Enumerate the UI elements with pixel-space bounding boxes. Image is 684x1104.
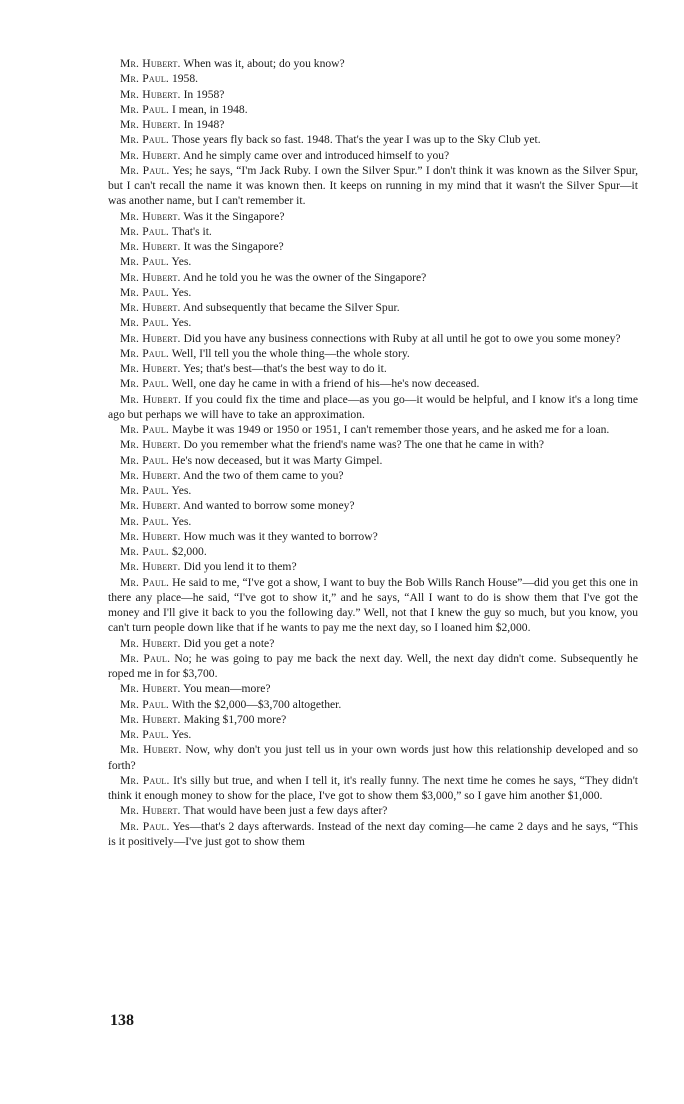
transcript-line <box>108 87 638 102</box>
transcript-line <box>108 163 638 209</box>
speaker-label: Mr. Hubert. <box>120 499 181 513</box>
speaker-label: Mr. Hubert. <box>120 636 181 650</box>
transcript-line <box>108 819 638 850</box>
speaker-label: Mr. Paul. <box>120 484 170 497</box>
speaker-label: Mr. Paul. <box>120 773 170 787</box>
transcript-line <box>108 681 638 696</box>
page-number: 138 <box>110 1012 134 1029</box>
transcript-line <box>108 727 638 742</box>
transcript-line <box>108 56 638 71</box>
speech-text: It was the Singapore? <box>183 240 284 253</box>
transcript-line <box>108 376 638 391</box>
speech-text: Maybe it was 1949 or 1950 or 1951, I can't remember those years, and he asked me for a loan. <box>171 423 610 436</box>
speaker-label: Mr. Paul. <box>120 133 170 147</box>
speech-text: Well, one day he came in with a friend of his—he's now deceased. <box>171 377 480 391</box>
speech-text: It's silly but true, and when I tell it, it's really funny. The next time he comes he says, “They didn't think it enough money to show for the place, I've got to show them $3,000,” so I gave him another $1,000. <box>108 773 639 802</box>
transcript-line <box>108 392 638 423</box>
transcript-line <box>108 209 638 224</box>
transcript-line <box>108 803 638 818</box>
transcript-line <box>108 422 638 437</box>
speech-text: How much was it they wanted to borrow? <box>183 529 378 543</box>
speech-text: If you could fix the time and place—as you go—it would be helpful, and I know it's a long time ago but perhaps we will have to take an approximation. <box>108 392 638 421</box>
speech-text: He's now deceased, but it was Marty Gimpel. <box>171 453 383 467</box>
speaker-label: Mr. Hubert. <box>120 682 181 696</box>
transcript-line <box>108 315 638 330</box>
speech-text: And subsequently that became the Silver Spur. <box>182 301 400 314</box>
speech-text: He said to me, “I've got a show, I want to buy the Bob Wills Ranch House”—did you get this one in there any place—he said, “I've got to show it,” and he says, “All I want to do is show them that I've got the money and I'll give it back to you the following day.” Well, not that I knew the guy so much, but you know, you can't turn people down like that if he wants to pay me the next day, so I loaned him $2,000. <box>108 575 638 635</box>
transcript-line <box>108 544 638 559</box>
transcript-line <box>108 453 638 468</box>
speech-text: Yes. <box>171 514 192 528</box>
speaker-label: Mr. Paul. <box>120 453 170 467</box>
speaker-label: Mr. Hubert. <box>120 240 181 253</box>
speech-text: Well, I'll tell you the whole thing—the whole story. <box>171 346 410 360</box>
transcript-line <box>108 697 638 712</box>
transcript-line <box>108 346 638 361</box>
transcript-line <box>108 514 638 529</box>
speech-text: With the $2,000—$3,700 altogether. <box>171 697 342 711</box>
speech-text: When was it, about; do you know? <box>183 57 345 70</box>
transcript-line <box>108 224 638 239</box>
transcript-line <box>108 468 638 483</box>
transcript-list <box>108 56 638 849</box>
speech-text: That would have been just a few days after? <box>183 804 388 818</box>
speaker-label: Mr. Paul. <box>120 545 170 558</box>
speaker-label: Mr. Paul. <box>120 697 170 711</box>
speech-text: And the two of them came to you? <box>182 468 344 482</box>
speaker-label: Mr. Paul. <box>120 285 170 299</box>
speech-text: I mean, in 1948. <box>171 102 248 116</box>
speech-text: 1958. <box>171 72 199 86</box>
speech-text: And he simply came over and introduced himself to you? <box>182 148 450 162</box>
speaker-label: Mr. Hubert. <box>120 118 181 131</box>
speech-text: Yes; that's best—that's the best way to do it. <box>183 362 387 375</box>
speech-text: Did you lend it to them? <box>183 560 297 574</box>
speaker-label: Mr. Paul. <box>120 514 170 528</box>
transcript-line <box>108 437 638 452</box>
transcript-line <box>108 361 638 376</box>
speech-text: In 1958? <box>183 87 225 101</box>
speech-text: Do you remember what the friend's name was? The one that he came in with? <box>183 438 545 452</box>
speaker-label: Mr. Hubert. <box>120 301 181 314</box>
speaker-label: Mr. Hubert. <box>120 438 181 452</box>
transcript-line <box>108 117 638 132</box>
speaker-label: Mr. Hubert. <box>120 529 181 543</box>
speaker-label: Mr. Hubert. <box>120 148 181 162</box>
transcript-line <box>108 712 638 727</box>
speaker-label: Mr. Paul. <box>120 346 170 360</box>
speaker-label: Mr. Paul. <box>120 316 170 330</box>
speech-text: In 1948? <box>183 118 225 131</box>
speech-text: Yes. <box>171 255 192 269</box>
speaker-label: Mr. Paul. <box>120 819 170 833</box>
transcript-line <box>108 651 638 682</box>
speaker-label: Mr. Paul. <box>120 255 170 269</box>
transcript-line <box>108 239 638 254</box>
transcript-line <box>108 331 638 346</box>
speaker-label: Mr. Hubert. <box>120 468 181 482</box>
speaker-label: Mr. Paul. <box>120 651 171 665</box>
transcript-line <box>108 559 638 574</box>
speech-text: Did you have any business connections with Ruby at all until he got to owe you some money? <box>183 331 621 345</box>
speech-text: That's it. <box>171 224 212 238</box>
speech-text: Yes. <box>171 484 192 497</box>
speaker-label: Mr. Hubert. <box>120 362 181 375</box>
speaker-label: Mr. Paul. <box>120 72 170 86</box>
transcript-line <box>108 300 638 315</box>
transcript-line <box>108 254 638 269</box>
speech-text: Yes. <box>171 285 192 299</box>
speech-text: And wanted to borrow some money? <box>182 499 355 513</box>
speech-text: Was it the Singapore? <box>183 209 285 223</box>
speech-text: You mean—more? <box>183 682 271 696</box>
transcript-line <box>108 270 638 285</box>
transcript-line <box>108 483 638 498</box>
speech-text: Making $1,700 more? <box>183 712 287 726</box>
transcript-line <box>108 102 638 117</box>
speech-text: Yes. <box>171 728 192 741</box>
speaker-label: Mr. Hubert. <box>120 560 181 574</box>
speech-text: Yes. <box>171 316 192 330</box>
speaker-label: Mr. Paul. <box>120 728 170 741</box>
transcript-line <box>108 285 638 300</box>
speaker-label: Mr. Hubert. <box>120 331 181 345</box>
speech-text: Now, why don't you just tell us in your own words just how this relationship developed and so forth? <box>108 743 639 772</box>
speech-text: Did you get a note? <box>183 636 275 650</box>
speech-text: And he told you he was the owner of the Singapore? <box>182 270 427 284</box>
transcript-line <box>108 575 638 636</box>
speech-text: Yes; he says, “I'm Jack Ruby. I own the Silver Spur.” I don't think it was known as the Silver Spur, but I can't recall the name it was known then. It keeps on running in my mind that it wasn't the Silver Spur—it was another name, but I can't remember it. <box>108 163 639 208</box>
speaker-label: Mr. Paul. <box>120 224 170 238</box>
transcript-line <box>108 529 638 544</box>
speaker-label: Mr. Paul. <box>120 575 170 589</box>
transcript-line <box>108 71 638 86</box>
speaker-label: Mr. Hubert. <box>120 87 181 101</box>
speaker-label: Mr. Hubert. <box>120 712 181 726</box>
speaker-label: Mr. Hubert. <box>120 392 182 406</box>
transcript-line <box>108 742 638 773</box>
speech-text: $2,000. <box>171 545 207 558</box>
transcript-line <box>108 636 638 651</box>
speaker-label: Mr. Hubert. <box>120 209 181 223</box>
speaker-label: Mr. Hubert. <box>120 804 181 818</box>
speech-text: Those years fly back so fast. 1948. That's the year I was up to the Sky Club yet. <box>171 133 541 147</box>
transcript-line <box>108 132 638 147</box>
transcript-body <box>108 56 638 849</box>
transcript-line <box>108 498 638 513</box>
speaker-label: Mr. Paul. <box>120 102 170 116</box>
speaker-label: Mr. Paul. <box>120 377 170 391</box>
speaker-label: Mr. Paul. <box>120 423 170 436</box>
speech-text: No; he was going to pay me back the next day. Well, the next day didn't come. Subsequently he roped me in for $3,700. <box>108 651 639 680</box>
transcript-line <box>108 148 638 163</box>
transcript-line <box>108 773 638 804</box>
speech-text: Yes—that's 2 days afterwards. Instead of the next day coming—he came 2 days and he says, “This is it positively—I've just got to show them <box>108 819 639 848</box>
speaker-label: Mr. Hubert. <box>120 743 182 757</box>
speaker-label: Mr. Hubert. <box>120 270 181 284</box>
speaker-label: Mr. Hubert. <box>120 57 181 70</box>
speaker-label: Mr. Paul. <box>120 163 170 177</box>
